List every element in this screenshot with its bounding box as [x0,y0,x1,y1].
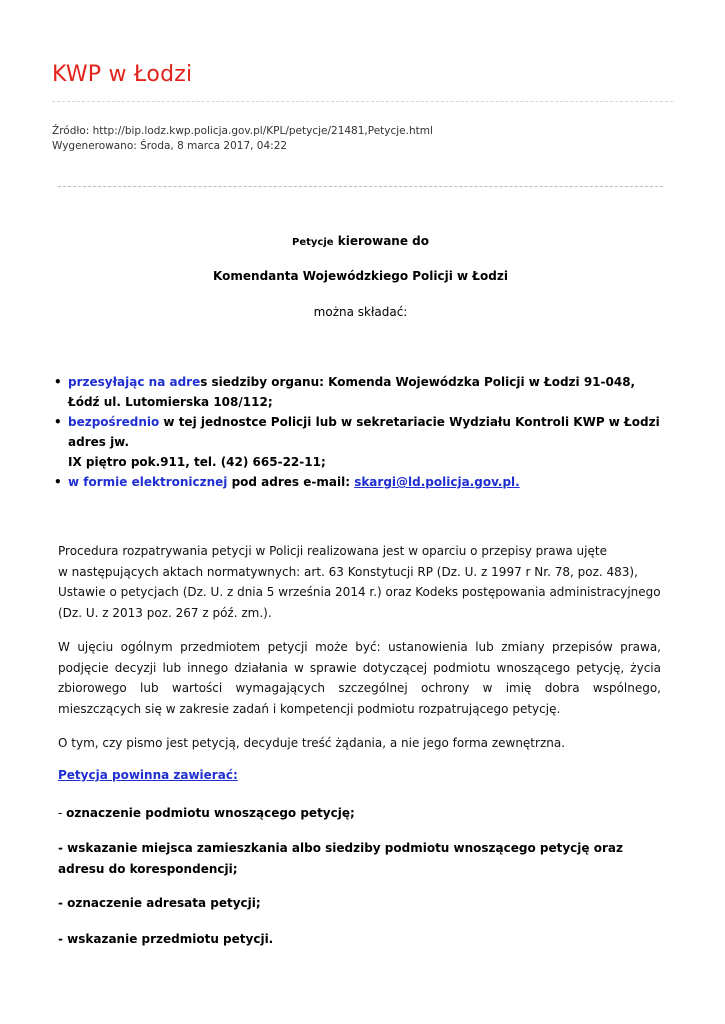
list-item-text: Łódź ul. Lutomierska 108/112; [68,395,273,409]
paragraph-line: (Dz. U. z 2013 poz. 267 z póź. zm.). [58,605,272,620]
intro-line-1-rest: kierowane do [333,234,429,248]
list-item [54,412,664,472]
list-item-text: pod adres e-mail: [227,475,355,489]
submission-link-electronic[interactable]: w formie elektronicznej [68,475,228,489]
bullet-icon: • [54,375,62,389]
header-divider [52,101,673,102]
submission-link-direct[interactable]: bezpośrednio [68,415,160,429]
list-item-text: s siedziby organu: Komenda Wojewódzka Policji w Łodzi 91-048, [200,375,636,389]
petycje-word: Petycje [291,237,334,248]
paragraph-line: Ustawie o petycjach (Dz. U. z dnia 5 września 2014 r.) oraz Kodeks postępowania administracyjnego [58,585,661,599]
intro-line-1 [58,234,663,248]
generated-line: Wygenerowano: Środa, 8 marca 2017, 04:22 [52,140,288,152]
form-paragraph: O tym, czy pismo jest petycją, decyduje treść żądania, a nie jego forma zewnętrzna. [58,736,566,750]
requirement-item: - wskazanie przedmiotu petycji. [58,932,274,946]
procedure-paragraph [58,541,661,623]
site-title: KWP w Łodzi [52,62,193,87]
requirement-item [58,803,661,824]
subject-paragraph: W ujęciu ogólnym przedmiotem petycji może być: ustanowienia lub zmiany przepisów prawa, podjęcie decyzji lub innego działania w sprawie dotyczącej podmiotu wnoszącego petycję, życia zbiorowego lub wartości wymagających szczególnej ochrony w imię dobra wspólnego, mieszczących się w zakresie zadań i kompetencji podmiotu rozpatrującego petycję. [58,640,661,716]
bullet-icon: • [54,475,62,489]
submission-link-mail[interactable]: przesyłając na adre [68,375,201,389]
meta-divider [58,186,663,187]
list-item [54,472,664,492]
intro-line-2: Komendanta Wojewódzkiego Policji w Łodzi [213,269,508,283]
intro-line-3: można składać: [313,305,408,319]
bullet-icon: • [54,415,62,429]
list-item-text: w tej jednostce Policji lub w sekretariacie Wydziału Kontroli KWP w Łodzi [159,415,660,429]
requirements-heading-link[interactable]: Petycja powinna zawierać: [58,768,238,782]
paragraph-line: Procedura rozpatrywania petycji w Policji realizowana jest w oparciu o przepisy prawa ujęte [58,544,607,558]
list-item-text: adres jw. [68,435,130,449]
requirement-dash: - [58,806,67,820]
requirement-item: - oznaczenie adresata petycji; [58,896,261,910]
email-link[interactable]: skargi@ld.policja.gov.pl. [354,475,520,489]
paragraph-line: w następujących aktach normatywnych: art. 63 Konstytucji RP (Dz. U. z 1997 r Nr. 78, poz. 483), [58,564,638,579]
source-line: Źródło: http://bip.lodz.kwp.policja.gov.pl/KPL/petycje/21481,Petycje.html [52,125,433,137]
list-item [54,372,664,412]
document-meta [52,124,433,154]
list-item-text: IX piętro pok.911, tel. (42) 665-22-11; [68,455,326,469]
requirement-item: - wskazanie miejsca zamieszkania albo siedziby podmiotu wnoszącego petycję oraz adresu do korespondencji; [58,841,623,876]
requirement-text: oznaczenie podmiotu wnoszącego petycję; [66,806,355,820]
submission-methods-list [54,372,664,492]
